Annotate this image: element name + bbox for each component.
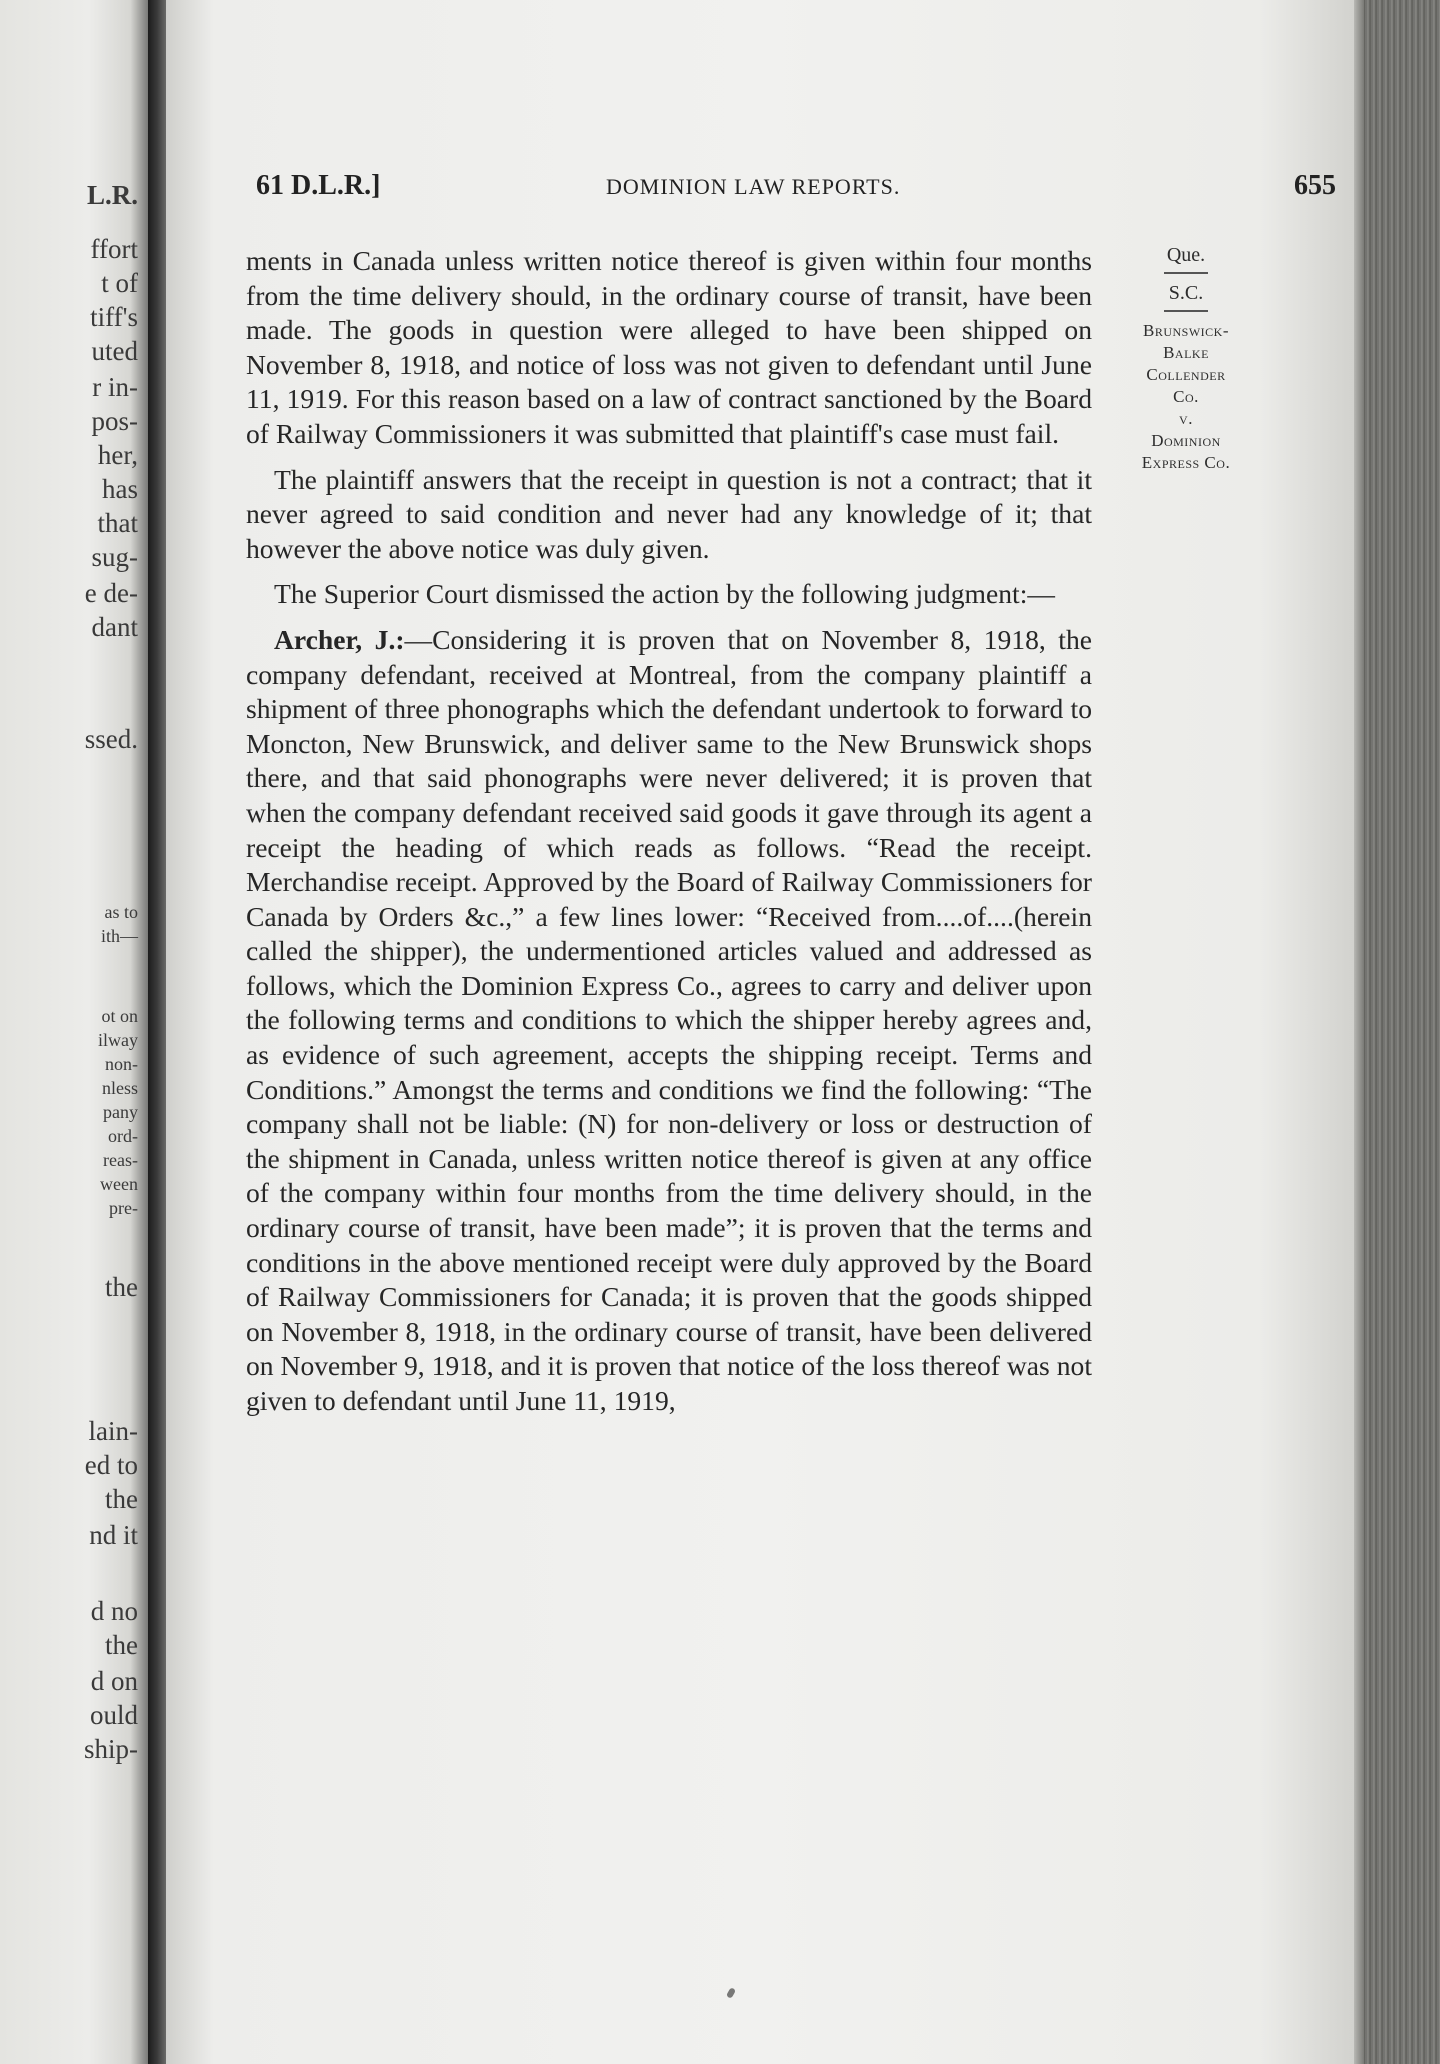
left-page-fragment: pany xyxy=(103,1102,138,1122)
left-page-fragment: ilway xyxy=(98,1030,138,1050)
running-head xyxy=(256,170,1336,210)
paragraph: ments in Canada unless written notice thereof is given within four months from the time delivery should, in the ordinary course of transit, have been made. The goods in question were alleged to have been shipped on November 8, 1918, and notice of loss was not given to defendant until June 11, 1919. For this reason based on a law of contract sanctioned by the Board of Railway Commissioners it was submitted that plaintiff's case must fail. xyxy=(246,245,1092,449)
left-page-fragment: ould xyxy=(89,1700,138,1730)
left-page-fragment: sug- xyxy=(91,542,138,572)
left-page-fragment: has xyxy=(102,474,138,504)
left-page-fragment: t of xyxy=(101,268,138,298)
page-number: 655 xyxy=(1294,170,1336,201)
case-name-line: Co. xyxy=(1173,387,1199,406)
left-page-fragment: uted xyxy=(91,336,138,366)
judge-name: Archer, J.: xyxy=(274,623,405,655)
volume-citation: 61 D.L.R.] xyxy=(256,170,381,201)
book-gutter xyxy=(148,0,166,2064)
paragraph xyxy=(246,623,1092,1419)
left-page-fragment: the xyxy=(105,1484,138,1514)
publication-title: DOMINION LAW REPORTS. xyxy=(606,174,901,199)
left-page-edge xyxy=(0,0,148,2064)
divider xyxy=(1164,272,1208,274)
margin-case-note xyxy=(1096,244,1276,474)
case-name-line: Dominion xyxy=(1151,431,1221,450)
case-name-line: v. xyxy=(1179,409,1193,428)
case-name-line: Brunswick- xyxy=(1142,321,1229,340)
left-page-fragment: d no xyxy=(90,1596,138,1626)
left-page-fragment: non- xyxy=(105,1054,138,1074)
ink-smudge xyxy=(726,1987,736,1999)
left-page-fragment: e de- xyxy=(84,578,138,608)
left-page-fragment: ot on xyxy=(101,1006,138,1026)
left-page-fragment: ith— xyxy=(100,926,138,946)
left-page-fragment: d on xyxy=(90,1666,138,1696)
left-page-fragment: ween xyxy=(100,1174,138,1194)
left-page-fragment: her, xyxy=(97,440,138,470)
left-page-fragment: the xyxy=(105,1630,138,1660)
divider xyxy=(1164,310,1208,312)
left-page-fragment: L.R. xyxy=(86,180,138,210)
case-name-line: Collender xyxy=(1146,365,1226,384)
left-page-fragment: as to xyxy=(104,902,138,922)
body-text xyxy=(246,244,1092,1430)
case-name-line: Balke xyxy=(1163,343,1209,362)
left-page-fragment: ffort xyxy=(90,234,138,264)
court-label: S.C. xyxy=(1168,282,1204,304)
left-page-fragment: ord- xyxy=(108,1126,138,1146)
left-page-fragment: r in- xyxy=(92,372,138,402)
left-page-fragment: pre- xyxy=(109,1198,138,1218)
page xyxy=(166,0,1354,2064)
paragraph: The Superior Court dismissed the action by the following judgment:— xyxy=(274,578,1055,610)
left-page-fragment: the xyxy=(105,1272,138,1302)
case-name-line: Express Co. xyxy=(1141,453,1231,472)
left-page-fragment: that xyxy=(97,508,138,538)
left-page-fragment: ship- xyxy=(84,1734,138,1764)
province-label: Que. xyxy=(1166,244,1206,266)
left-page-fragment: reas- xyxy=(103,1150,138,1170)
left-page-fragment: ssed. xyxy=(84,724,138,754)
left-page-fragment: dant xyxy=(91,612,138,642)
left-page-fragment: nd it xyxy=(89,1520,138,1550)
left-page-fragment: nless xyxy=(102,1078,138,1098)
left-page-fragment: tiff's xyxy=(90,302,138,332)
left-page-fragment: ed to xyxy=(84,1450,138,1480)
left-page-fragment: lain- xyxy=(88,1416,138,1446)
judgment-text: —Considering it is proven that on November 8, 1918, the company defendant, received at Montreal, from the company plaintiff a shipment of three phonographs which the defendant undertook to forward to Moncton, New Brunswick, and deliver same to the New Brunswick shops there, and that said phonographs were never delivered; it is proven that when the company defendant received said goods it gave through its agent a receipt the heading of which reads as follows. “Read the receipt. Merchandise receipt. Approved by the Board of Railway Commissioners for Canada by Orders &c.,” a few lines lower: “Received from....of....(herein called the shipper), the undermentioned articles valued and addressed as follows, which the Dominion Express Co., agrees to carry and deliver upon the following terms and conditions to which the shipper hereby agrees and, as evidence of such agreement, accepts the shipping receipt. Terms and Conditions.” Amongst the terms and conditions we find the following: “The company shall not be liable: (N) for non-delivery or loss or destruction of the shipment in Canada, unless written notice thereof is given at any office of the company within four months from the time delivery should, in the ordinary course of transit, have been made”; it is proven that the terms and conditions in the above mentioned receipt were duly approved by the Board of Railway Commissioners for Canada; it is proven that the goods shipped on November 8, 1918, in the ordinary course of transit, have been delivered on November 9, 1918, and it is proven that notice of the loss thereof was not given to defendant until June 11, 1919, xyxy=(246,623,1092,1416)
paragraph: The plaintiff answers that the receipt in question is not a contract; that it never agreed to said condition and never had any knowledge of it; that however the above notice was duly given. xyxy=(246,463,1092,564)
page-edges xyxy=(1354,0,1440,2064)
left-page-fragment: pos- xyxy=(91,406,138,436)
